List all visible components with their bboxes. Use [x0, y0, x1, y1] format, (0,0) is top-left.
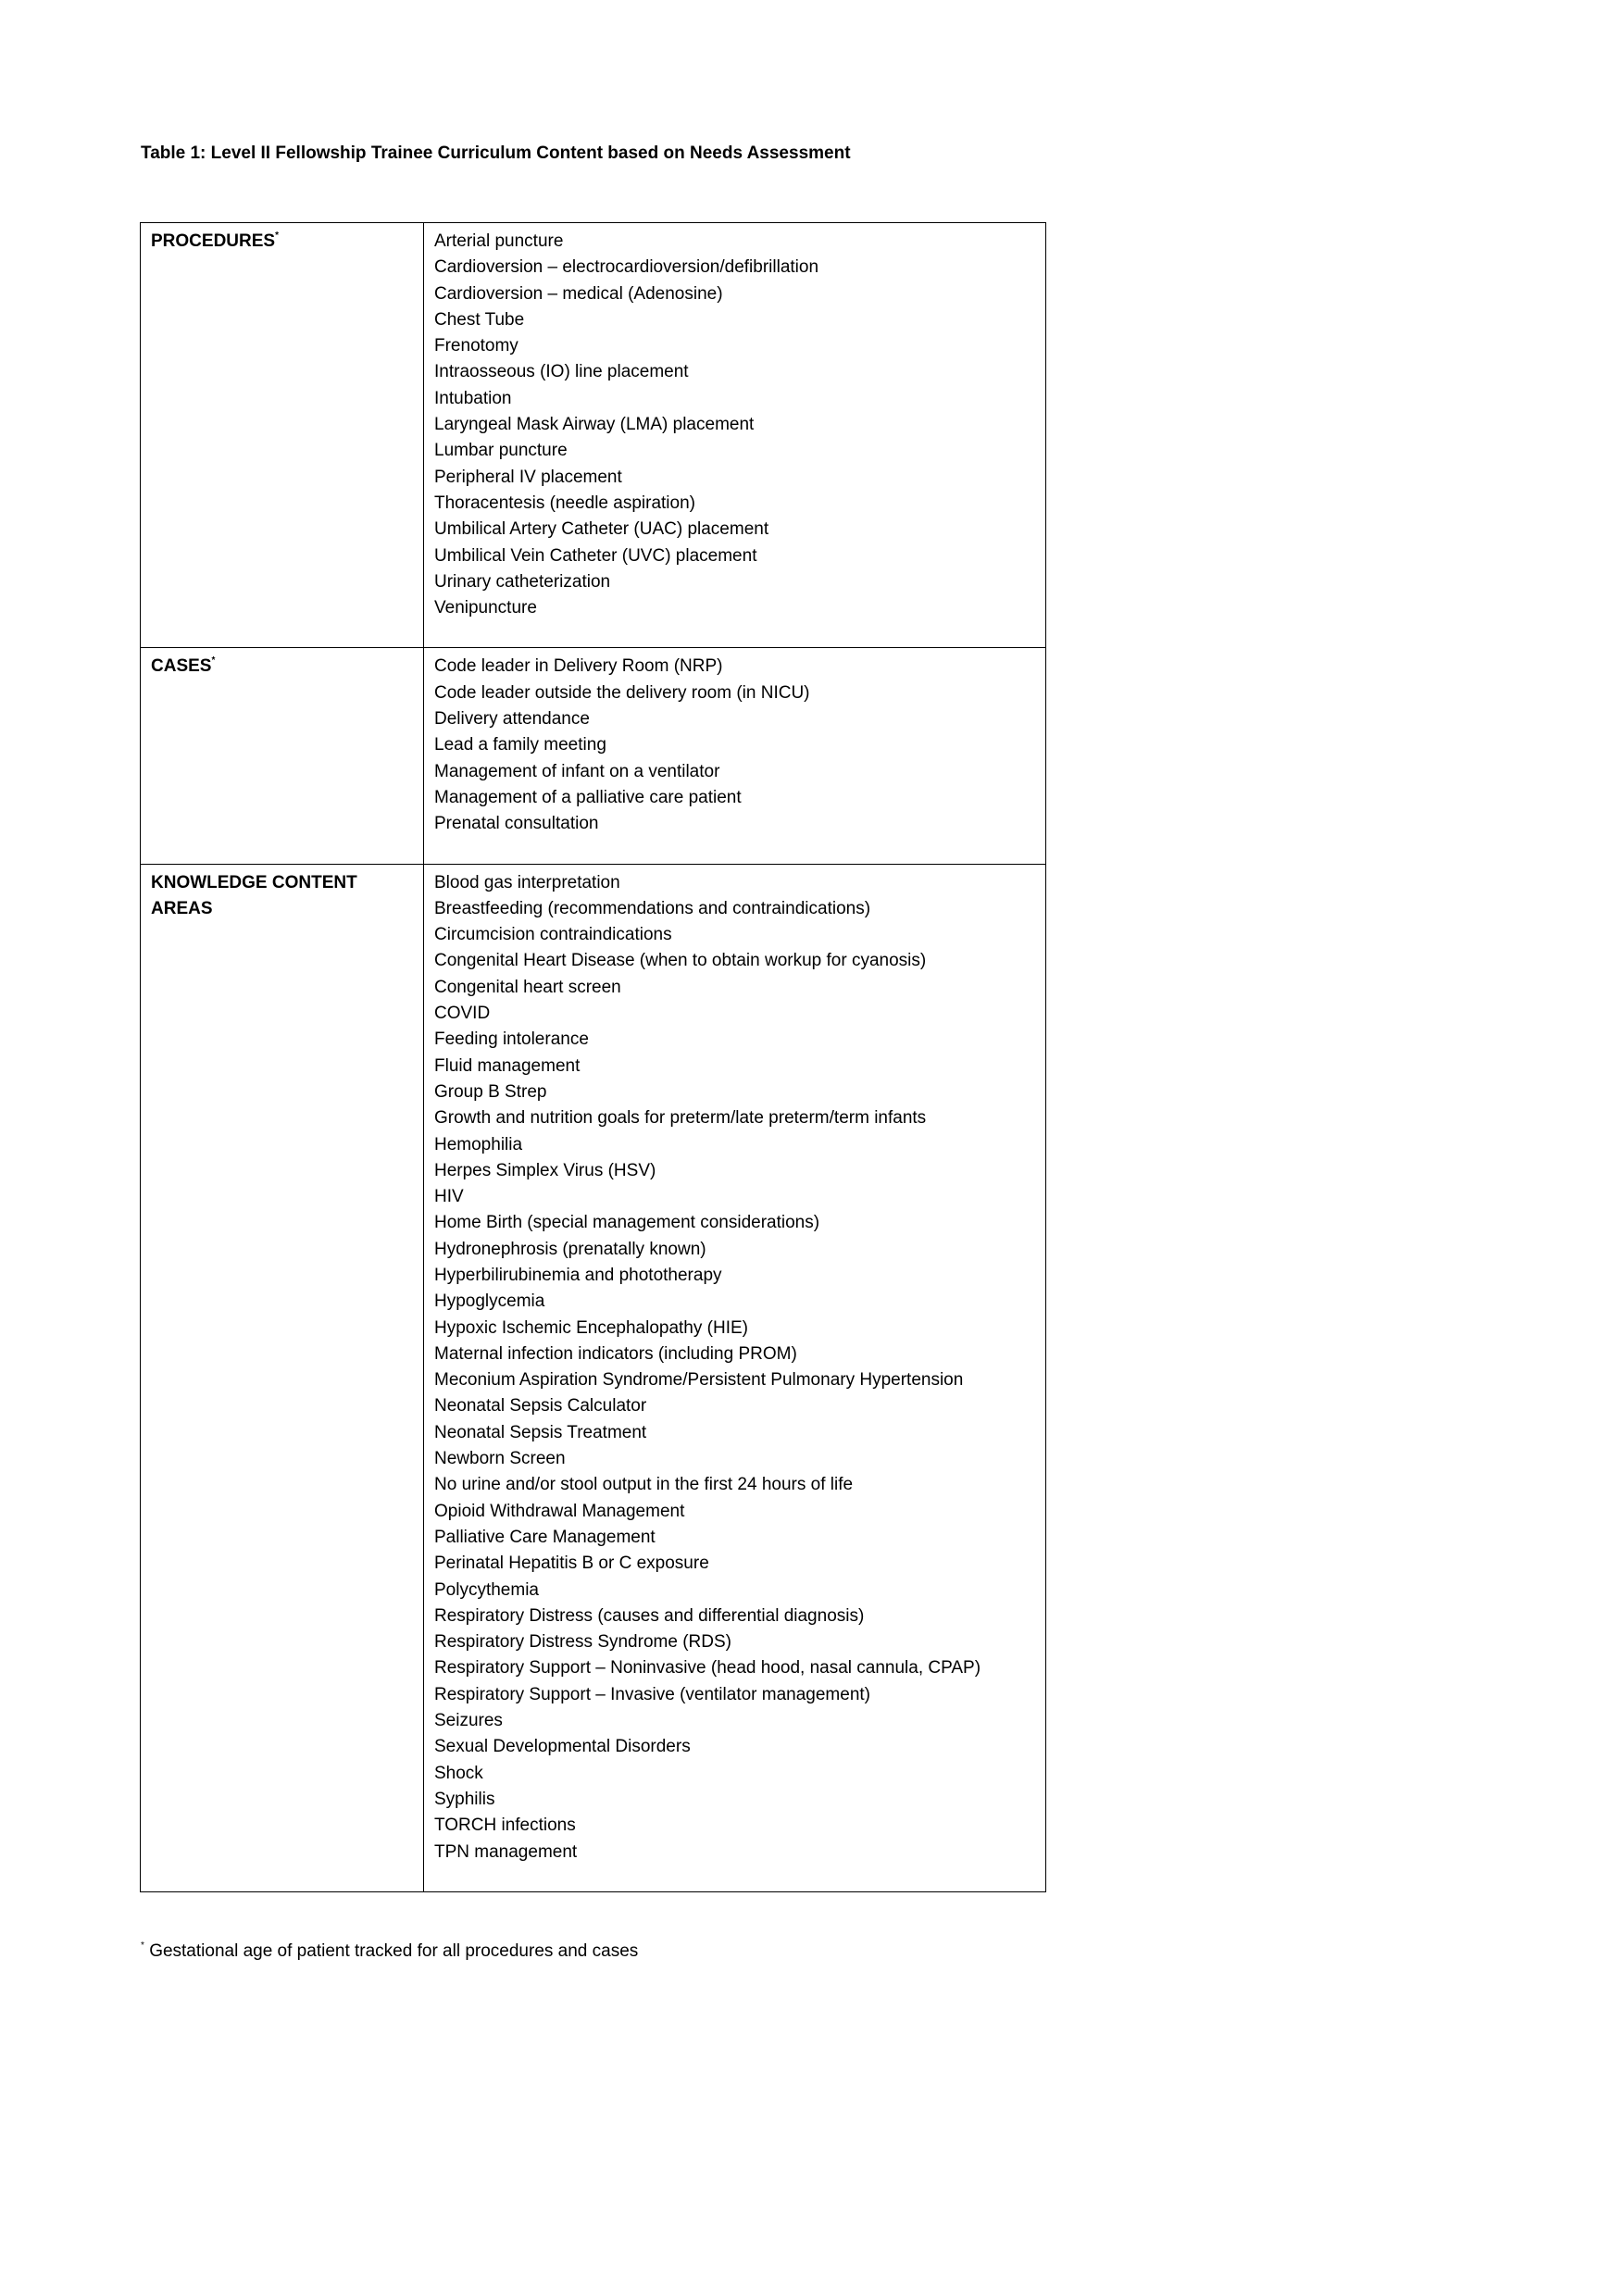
list-item: Hypoglycemia: [434, 1292, 545, 1312]
list-item: Intubation: [434, 388, 512, 408]
list-item: Code leader in Delivery Room (NRP): [434, 656, 723, 677]
table-caption: Table 1: Level II Fellowship Trainee Curriculum Content based on Needs Assessment: [141, 144, 851, 163]
category-label-cases: CASES: [151, 656, 212, 677]
list-item: Herpes Simplex Virus (HSV): [434, 1160, 656, 1180]
items-cell-procedures: [424, 223, 1046, 648]
category-label-knowledge-line2: AREAS: [151, 898, 213, 918]
list-item: Blood gas interpretation: [434, 872, 620, 892]
list-item: Seizures: [434, 1711, 503, 1731]
list-item: Opioid Withdrawal Management: [434, 1501, 685, 1521]
list-item: Umbilical Vein Catheter (UVC) placement: [434, 545, 757, 566]
list-item: Circumcision contraindications: [434, 925, 672, 945]
list-item: COVID: [434, 1004, 491, 1024]
footnote-marker: *: [141, 1940, 144, 1951]
list-item: Delivery attendance: [434, 709, 590, 730]
list-item: Hydronephrosis (prenatally known): [434, 1239, 706, 1259]
list-item: Fluid management: [434, 1055, 581, 1076]
category-label-knowledge-line1: KNOWLEDGE CONTENT: [151, 872, 357, 892]
list-item: TORCH infections: [434, 1816, 576, 1836]
list-item: Congenital Heart Disease (when to obtain workup for cyanosis): [434, 951, 927, 971]
list-item: Respiratory Distress (causes and differential diagnosis): [434, 1605, 865, 1626]
knowledge-list: [434, 870, 1036, 1866]
list-item: Syphilis: [434, 1789, 495, 1809]
list-item: Respiratory Support – Invasive (ventilator management): [434, 1684, 871, 1704]
category-cell-cases: [141, 648, 424, 864]
list-item: Respiratory Support – Noninvasive (head hood, nasal cannula, CPAP): [434, 1658, 981, 1678]
list-item: Code leader outside the delivery room (in NICU): [434, 682, 810, 703]
list-item: Shock: [434, 1763, 483, 1783]
list-item: Neonatal Sepsis Calculator: [434, 1396, 647, 1416]
list-item: Respiratory Distress Syndrome (RDS): [434, 1632, 731, 1653]
list-item: Newborn Screen: [434, 1449, 566, 1469]
list-item: Breastfeeding (recommendations and contraindications): [434, 898, 871, 918]
list-item: HIV: [434, 1187, 464, 1207]
category-cell-procedures: [141, 223, 424, 648]
category-cell-knowledge: [141, 864, 424, 1891]
list-item: Management of infant on a ventilator: [434, 761, 720, 781]
list-item: Cardioversion – medical (Adenosine): [434, 283, 723, 304]
list-item: Maternal infection indicators (including PROM): [434, 1343, 797, 1364]
footnote-text: Gestational age of patient tracked for all procedures and cases: [149, 1941, 639, 1961]
section-spacer: [434, 838, 1036, 864]
category-marker-cases: *: [211, 655, 216, 667]
cases-list: [434, 654, 1036, 837]
list-item: Home Birth (special management considerations): [434, 1213, 820, 1233]
items-cell-cases: [424, 648, 1046, 864]
list-item: Palliative Care Management: [434, 1527, 656, 1547]
list-item: Intraosseous (IO) line placement: [434, 362, 689, 382]
list-item: Feeding intolerance: [434, 1029, 589, 1050]
list-item: Polycythemia: [434, 1579, 539, 1600]
list-item: Peripheral IV placement: [434, 467, 622, 487]
items-cell-knowledge: [424, 864, 1046, 1891]
procedures-list: [434, 229, 1036, 621]
category-label-procedures: PROCEDURES: [151, 231, 276, 251]
list-item: Laryngeal Mask Airway (LMA) placement: [434, 415, 755, 435]
table-row-knowledge: [141, 864, 1046, 1891]
category-marker-procedures: *: [275, 231, 279, 241]
table-row-cases: [141, 648, 1046, 864]
table-row-procedures: [141, 223, 1046, 648]
list-item: Neonatal Sepsis Treatment: [434, 1422, 647, 1442]
list-item: Lumbar puncture: [434, 441, 568, 461]
list-item: Urinary catheterization: [434, 571, 611, 592]
list-item: Hyperbilirubinemia and phototherapy: [434, 1265, 722, 1285]
list-item: Lead a family meeting: [434, 735, 606, 755]
list-item: Hemophilia: [434, 1134, 523, 1154]
curriculum-table: [140, 222, 1046, 1892]
list-item: Perinatal Hepatitis B or C exposure: [434, 1554, 709, 1574]
list-item: Venipuncture: [434, 598, 537, 618]
list-item: Growth and nutrition goals for preterm/late preterm/term infants: [434, 1108, 927, 1129]
list-item: Hypoxic Ischemic Encephalopathy (HIE): [434, 1317, 748, 1338]
list-item: Cardioversion – electrocardioversion/defibrillation: [434, 257, 819, 278]
list-item: Thoracentesis (needle aspiration): [434, 493, 695, 513]
list-item: TPN management: [434, 1841, 578, 1862]
section-spacer: [434, 1866, 1036, 1891]
footnote: [141, 1939, 638, 1965]
list-item: Sexual Developmental Disorders: [434, 1737, 691, 1757]
list-item: Arterial puncture: [434, 231, 564, 251]
list-item: No urine and/or stool output in the first 24 hours of life: [434, 1475, 854, 1495]
list-item: Frenotomy: [434, 336, 518, 356]
list-item: Meconium Aspiration Syndrome/Persistent Pulmonary Hypertension: [434, 1370, 964, 1391]
list-item: Chest Tube: [434, 309, 525, 330]
list-item: Group B Strep: [434, 1081, 547, 1102]
section-spacer: [434, 621, 1036, 647]
list-item: Management of a palliative care patient: [434, 787, 742, 807]
list-item: Congenital heart screen: [434, 977, 621, 997]
list-item: Umbilical Artery Catheter (UAC) placement: [434, 519, 769, 540]
list-item: Prenatal consultation: [434, 814, 599, 834]
